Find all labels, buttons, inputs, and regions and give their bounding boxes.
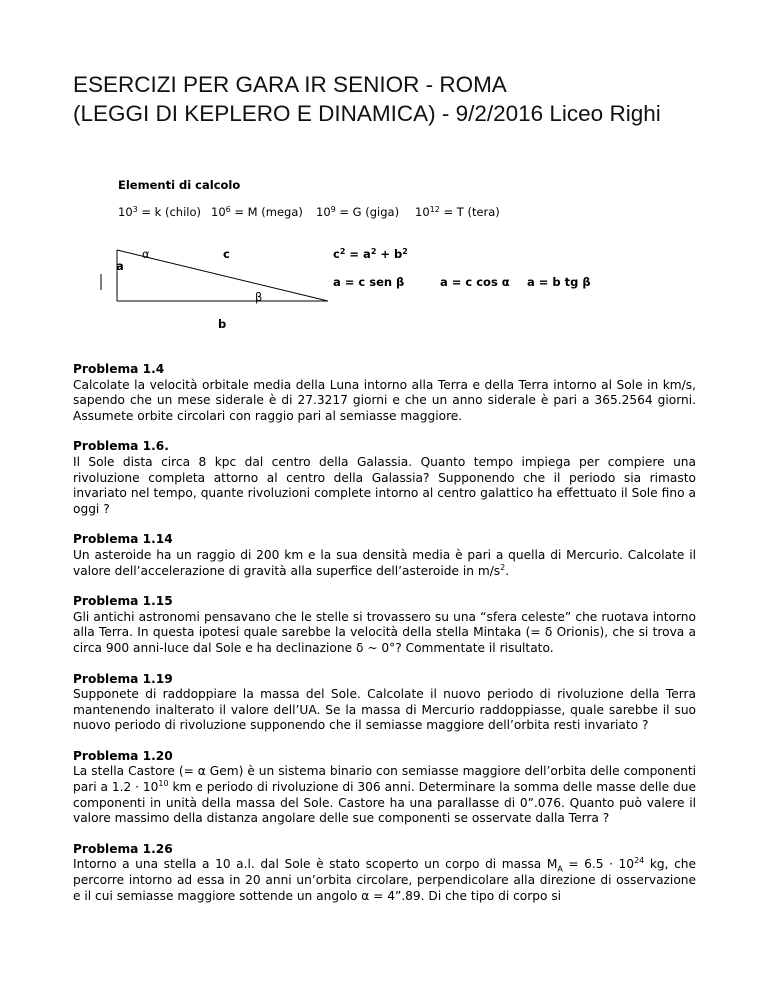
problem-title: Problema 1.6. bbox=[73, 439, 169, 454]
problem-title: Problema 1.20 bbox=[73, 748, 173, 763]
problem-text: Intorno a una stella a 10 a.l. dal Sole è stato scoperto un corpo di massa $M_A = 6.5 \cdot 10^{24}$ kg, che percorre intorno ad essa in 20 anni un’orbita circolare, perpendicolare alla direzione di osservazione e il cui semiasse maggiore sottende un angolo α = 4”.89. Di che tipo di corpo si bbox=[73, 856, 696, 903]
problem-1-6 bbox=[73, 439, 696, 517]
prefix-giga: $10^9 = G$ (giga) bbox=[316, 205, 400, 219]
problem-title: Problema 1.19 bbox=[73, 671, 173, 686]
prefix-tera: $10^{12} = T$ (tera) bbox=[415, 205, 500, 219]
problem-1-4 bbox=[73, 362, 696, 424]
formula-sen: a = c sen β bbox=[333, 275, 405, 289]
problem-text: La stella Castore (= α Gem) è un sistema binario con semiasse maggiore dell’orbita delle componenti pari a $1.2 \cdot 10^{10}$ km e periodo di rivoluzione di 306 anni. Determinare la somma delle masse delle due componenti in unità della massa del Sole. Castore ha una parallasse di 0”.076. Quanto può valere il valore massimo della distanza angolare delle sue componenti se osservate dalla Terra ? bbox=[73, 764, 696, 826]
problem-text: Calcolate la velocità orbitale media della Luna intorno alla Terra e della Terra intorno al Sole in km/s, sapendo che un mese siderale è di 27.3217 giorni e che un anno siderale è pari a 365.2564 giorni. Assumete orbite circolari con raggio pari al semiasse maggiore. bbox=[73, 377, 696, 423]
problem-1-15 bbox=[73, 594, 696, 656]
problem-title: Problema 1.15 bbox=[73, 594, 173, 609]
problem-1-20 bbox=[73, 749, 696, 827]
side-c-label: c bbox=[223, 247, 230, 261]
side-b-label: b bbox=[218, 317, 227, 331]
problem-text: Un asteroide ha un raggio di 200 km e la sua densità media è pari a quella di Mercurio. Calcolate il valore dell’accelerazione di gravità alla superfice dell’asteroide in $m/s^2$. bbox=[73, 547, 696, 578]
problem-1-19 bbox=[73, 672, 696, 734]
side-a-label: a bbox=[116, 259, 124, 273]
pythagoras-formula: $c^2 = a^2 + b^2$ bbox=[333, 247, 408, 261]
angle-alpha-label: α bbox=[142, 247, 150, 261]
problem-text: Il Sole dista circa 8 kpc dal centro della Galassia. Quanto tempo impiega per compiere una rivoluzione completa attorno al centro della Galassia? Supponendo che il periodo sia rimasto invariato nel tempo, quante rivoluzioni complete intorno al centro galattico ha effettuato il Sole fino a oggi ? bbox=[73, 454, 696, 516]
angle-beta-label: β bbox=[255, 290, 263, 304]
title-line-1: ESERCIZI PER GARA IR SENIOR - ROMA bbox=[73, 72, 507, 97]
formula-tg: a = b tg β bbox=[527, 275, 591, 289]
prefix-mega: $10^6 = M$ (mega) bbox=[211, 205, 303, 219]
problem-text: Supponete di raddoppiare la massa del Sole. Calcolate il nuovo periodo di rivoluzione della Terra mantenendo inalterato il valore dell’UA. Se la massa di Mercurio raddoppiasse, quale sarebbe il suo nuovo periodo di rivoluzione supponendo che il semiasse maggiore dell’orbita resti invariato ? bbox=[73, 687, 696, 733]
problem-title: Problema 1.26 bbox=[73, 841, 173, 856]
prefix-kilo: $10^3 = k$ (chilo) bbox=[118, 205, 202, 219]
formula-cos: a = c cos α bbox=[440, 275, 510, 289]
right-triangle-diagram bbox=[100, 220, 340, 320]
problems-list bbox=[73, 362, 696, 919]
calc-elements-section bbox=[0, 0, 768, 340]
problem-1-26 bbox=[73, 842, 696, 904]
problem-title: Problema 1.4 bbox=[73, 362, 165, 376]
problem-text: Gli antichi astronomi pensavano che le stelle si trovassero su una “sfera celeste” che ruotava intorno alla Terra. In questa ipotesi quale sarebbe la velocità della stella Mintaka (= δ Orionis), che si trova a circa 900 anni-luce dal Sole e ha declinazione δ ~ 0°? Commentate il risultato. bbox=[73, 609, 696, 655]
title-line-2: (LEGGI DI KEPLERO E DINAMICA) - 9/2/2016 Liceo Righi bbox=[73, 101, 661, 126]
problem-title: Problema 1.14 bbox=[73, 532, 173, 547]
problem-1-14 bbox=[73, 532, 696, 579]
calc-heading: Elementi di calcolo bbox=[118, 178, 241, 192]
